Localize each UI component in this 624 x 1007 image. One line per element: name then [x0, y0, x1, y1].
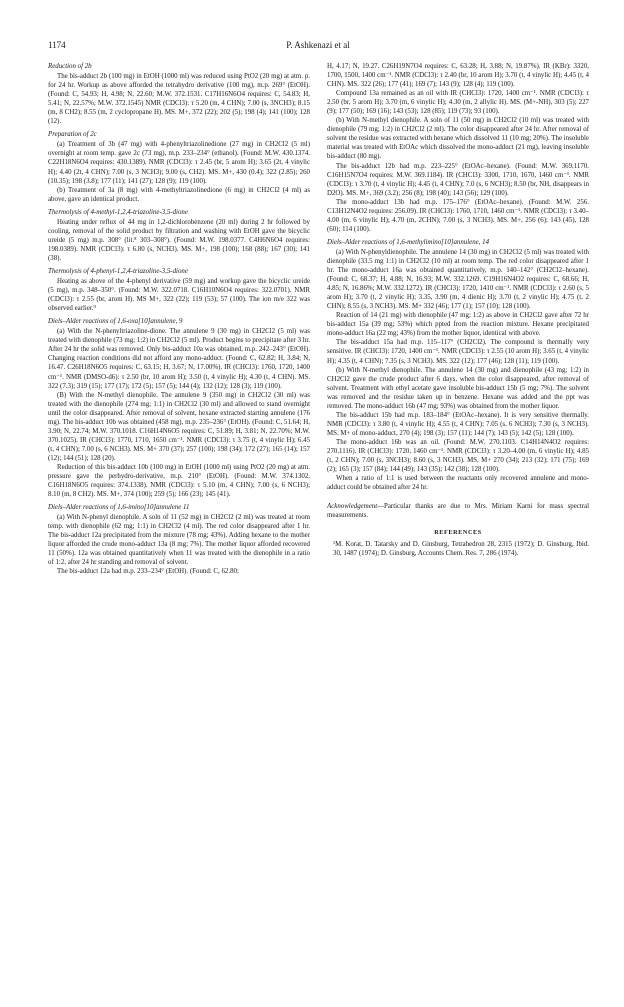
acknowledgement-title: Acknowledgement: [327, 503, 378, 511]
paragraph: (b) With N-methyl dienophile. The annulene 14 (30 mg) and dienophile (43 mg; 1:2) in CH2Cl2 gave the crude product after 6 days, when the color disappeared, after removal of solvent. Treatment with ethyl acetate gave insoluble bis-adduct 15b (5 mg; 7%). The solvent was removed and the residue taken up in benzene. Hexane was added and the ppt was removed. The mono-adduct 16b (47 mg; 93%) was obtained from the mother liquor.: [327, 366, 589, 410]
section-heading: Diels–Alder reactions of 1,6-imino[10]annulene 11: [48, 504, 190, 512]
paragraph: The bis-adduct 15b had m.p. 183–184° (EtOAc–hexane). It is very sensitive thermally. NMR (CDCl3): τ 3.80 (t, 4 vinylic H); 4.55 (t, 4 CHN); 7.05 (s, 6 NCH3); 7.30 (s, 3 NCH3). MS. M+ of mono-adduct, 270 (4); 198 (3); 157 (11); 144 (7); 143 (5); 142 (5); 128 (100).: [327, 411, 589, 437]
paragraph: Reaction of 14 (21 mg) with dienophile (47 mg; 1:2) as above in CH2Cl2 gave after 72 hr bis-adduct 15a (39 mg; 53%) which ppted from the reaction mixture. Hexane precipitated mono-adduct 16a (22 mg; 43%) from the mother liquor, identical with above.: [327, 312, 589, 338]
paragraph: H, 4.17; N, 19.27. C26H19N7O4 requires: C, 63.28; H, 3.88; N, 19.87%). IR (KBr): 3320, 1700, 1500, 1400 cm⁻¹. NMR (CDCl3): τ 2.40 (br, 10 arom H); 3.70 (t, 4 vinylic H); 4.45 (t, 4 CHN). MS. 322 (26); 177 (41); 169 (7); 143 (9); 128 (4); 119 (100).: [327, 63, 589, 89]
paragraph: The mono-adduct 16b was an oil. (Found: M.W. 270.1103. C14H14N4O2 requires: 270.1116). IR (CHCl3): 1720, 1460 cm⁻¹. NMR (CDCl3): τ 3.20–4.00 (m, 6 vinylic H); 4.85 (t, 2 CHN); 7.00 (s, 3NCH3); 8.60 (s, 3 NCH3). MS. M+ 270 (34); 213 (32); 171 (75); 169 (2); 165 (3); 157 (84); 144 (49); 143 (35); 142 (38); 128 (100).: [327, 438, 589, 474]
paragraph: Reduction of this bis-adduct 10b (100 mg) in EtOH (1000 ml) using PtO2 (20 mg) at atm. pressure gave the perhydro-derivative, m.p. 210° (EtOH). (Found: M.W. 374.1302. C16H18N6O5 requires: 374.1338). NMR (CDCl3): τ 5.10 (m, 4 CHN); 7.00 (s, 6 NCH3); 8.10 (m, 8 CH2). MS. M+, 374 (100); 259 (5); 166 (23); 145 (41).: [48, 463, 310, 499]
acknowledgement: [327, 502, 589, 520]
section-heading: Reduction of 2b: [48, 63, 92, 70]
left-column: [48, 62, 310, 992]
paragraph: The bis-adduct 15a had m.p. 115–117° (CH2Cl2). The compound is thermally very sensitive. IR (CHCl3): 1720, 1400 cm⁻¹. NMR (CDCl3): τ 2.55 (10 arom H); 3.65 (t, 4 vinylic H); 4.35 (t, 4 CHN); 7.35 (s, 3 NCH3). MS. 322 (12); 177 (46); 128 (11); 119 (100).: [327, 339, 589, 365]
page-header: [48, 38, 588, 52]
paragraph: (b) Treatment of 3a (8 mg) with 4-methyltriazolinedione (6 mg) in CH2Cl2 (4 ml) as above, gave an identical product.: [48, 186, 310, 203]
acknowledgement-text: —Particular thanks are due to Mrs. Miriam Karni for mass spectral measurements.: [327, 503, 589, 520]
paragraph: When a ratio of 1:1 is used between the reactants only recovered annulene and mono-adduct could be obtained after 24 hr.: [327, 475, 589, 492]
paragraph: (B) With the N-methyl dienophile. The annulene 9 (350 mg) in CH2Cl2 (30 ml) was treated with the dienophile (274 mg; 1:1) in CH2Cl2 (30 ml) and allowed to stand overnight until the color disappeared. After removal of solvent, hexane extracted starting annulene (176 mg). The bis-adduct 10b was obtained (458 mg), m.p. 235–236° (EtOH). (Found: C, 51.64; H, 3.90; N, 22.74; M.W. 370.1018. C16H14N6O5 requires: C, 51.89; H, 3.81; N, 22.70%; M.W. 370.1025). IR (CHCl3): 1770, 1710, 1650 cm⁻¹. NMR (CDCl3): τ 3.75 (t, 4 vinylic H); 6.45 (t, 4 CHN); 7.00 (s, 6 NCH3). MS. M+ 370 (37); 257 (100); 198 (34); 172 (27); 165 (14); 157 (12); 144 (51); 128 (20).: [48, 391, 310, 462]
paragraph: The bis-adduct 12a had m.p. 233–234° (EtOH). (Found: C, 62.80;: [57, 568, 239, 576]
references-list: [327, 540, 589, 558]
paragraph: (b) With N-methyl dienophile. A soln of 11 (50 mg) in CH2Cl2 (10 ml) was treated with dienophile (79 mg; 1:2) in CH2Cl2 (2 ml). The color disappeared after 24 hr. After removal of solvent the residue was extracted with hexane which dissolved 11 (10 mg; 20%). The insoluble material was treated with EtOAc which dissolved the mono-adduct (21 mg), leaving insoluble bis-adduct (80 mg).: [327, 117, 589, 161]
paragraph: The bis-adduct 12b had m.p. 223–225° (EtOAc–hexane). (Found: M.W. 369.1170. C16H15N7O4 requires: M.W. 369.1184). IR (CHCl3): 3300, 1710, 1670, 1460 cm⁻¹. NMR (CDCl3): τ 3.70 (t, 4 vinylic H); 4.45 (t, 4 CHN); 7.0 (s, 6 NCH3); 8.50 (br, NH, disappears in D2O). MS. M+, 369 (3.2); 256 (8); 198 (40); 143 (56); 129 (100).: [327, 162, 589, 197]
page-number: 1174: [48, 40, 66, 50]
paragraph: The bis-adduct 2b (100 mg) in EtOH (1000 ml) was reduced using PtO2 (20 mg) at atm. p. for 24 hr. Workup as above afforded the tetrahydro derivative (100 mg), m.p. 269° (EtOH). (Found: C, 54.93; H, 4.98; N, 22.60; M.W. 372.1531. C17H16N6O4 requires: C, 54.83; H, 5.41; N, 22.57%; M.W. 372.1545) NMR (CDCl3): τ 5.20 (m, 4 CHN); 7.00 (s, 3NCH3); 8.15 (m, 8 CH2); 8.55 (m, 2 cyclopropane H). MS. M+, 372 (22); 202 (5); 198 (4); 141 (100); 128 (12).: [48, 73, 310, 126]
paragraph: Heating as above of the 4-phenyl derivative (59 mg) and workup gave the bicyclic ureide (5 mg), m.p. 348–350°. (Found: M.W. 322.0718. C16H10N6O4 requires: 322.0701). NMR (CDCl3): τ 2.55 (br, arom H). MS M+, 322 (22); 119 (53); 57 (100). The ion m/e 322 was observed earlier.⁹: [48, 278, 310, 313]
section-heading: Thermolysis of 4-phenyl-1,2,4-triazoline-3,5-dione: [48, 267, 188, 275]
section-heading: Preparation of 2c: [48, 131, 97, 139]
paragraph: (a) With the N-phenyltriazoline-dione. The annulene 9 (30 mg) in CH2Cl2 (5 ml) was treated with dienophile (73 mg; 1:2) in CH2Cl2 (5 ml). Product begins to precipitate after 3 hr. After 24 hr the solid was removed. Only bis-adduct 10a was obtained, m.p. 242–243° (EtOH). Changing reaction conditions did not afford any mono-adduct. (Found: C, 62.82; H, 3.84; N, 16.47. C26H18N6O5 requires: C, 63.15; H, 3.67; N, 17.00%). IR (CHCl3): 1760, 1720, 1400 cm⁻¹. NMR (DMSO-d6): τ 2.50 (br, 10 arom H); 3.50 (t, 4 vinylic H); 4.30 (t, 4 CHN). MS. 322 (7.3); 319 (15); 177 (17); 172 (5); 157 (5); 144 (4); 132 (12); 128 (3); 119 (100).: [48, 328, 310, 390]
running-head: P. Ashkenazi et al: [286, 40, 350, 50]
paragraph: (a) With N-phenyl dienophile. A soln of 11 (52 mg) in CH2Cl2 (2 ml) was treated at room temp. with dienophile (62 mg; 1:1) in CH2Cl2 (4 ml). The red color disappeared after 1 hr. The bis-adduct 12a precipitated from the mixture (78 mg; 43%). Adding hexane to the mother liquor afforded the crude mono-adduct 13a (8 mg; 7%). The mother liquor afforded recovered 11 (50%). 12a was obtained quantitatively when 11 was treated with the dienophile in a ratio of 1:2, after 24 hr standing and removal of solvent.: [48, 514, 310, 567]
section-heading: Diels–Alder reactions of 1,6-methylimino[10]annulene, 14: [327, 238, 490, 246]
paragraph: Heating under reflux of 44 mg in 1,2-dichlorobenzene (20 ml) during 2 hr followed by cooling, removal of the solid product by filtration and washing with EtOH gave the bicyclic ureide (5 mg) m.p. 308° (lit.⁸ 303–308°). (Found: M.W. 198.0377. C4H6N6O4 requires: 198.0389). NMR (CDCl3): τ 6.80 (s, NCH3). MS. M+, 198 (100); 168 (88); 167 (30); 141 (38).: [48, 218, 310, 262]
reference-item: ¹M. Korat, D. Tatarsky and D. Ginsburg, Tetrahedron 28, 2315 (1972); D. Ginsburg, Ibid. 30, 1487 (1974); D. Ginsburg, Accounts Chem. Res. 7, 286 (1974).: [333, 541, 589, 558]
section-heading: Thermolysis of 4-methyl-1,2,4-triazoline-3,5-dione: [48, 208, 188, 216]
paragraph: (a) Treatment of 3b (47 mg) with 4-phenyltriazolinedione (27 mg) in CH2Cl2 (5 ml) overnight at room temp. gave 2c (73 mg), m.p. 233–234° (ethanol). (Found: M.W. 430.1374. C22H18N6O4 requires: 430.1389). NMR (CDCl3): τ 2.45 (br, 5 arom H); 3.65 (2t, 4 vinylic H); 4.40 (2t, 4 CHN); 7.00 (s, 3 NCH3); 9.00 (s, CH2). MS. M+, 430 (0.4); 322 (2.85); 260 (10.35); 198 (3.8); 177 (11); 141 (27); 128 (9); 119 (100).: [48, 141, 310, 185]
paragraph: Compound 13a remained as an oil with IR (CHCl3): 1720, 1400 cm⁻¹. NMR (CDCl3): τ 2.50 (br, 5 arom H); 3.70 (m, 6 vinylic H); 4.30 (m, 2 allylic H). MS. (M+-NH), 303 (5); 227 (9); 177 (50); 169 (16); 143 (53); 128 (85); 119 (73); 93 (100).: [327, 90, 589, 116]
references-title: REFERENCES: [434, 529, 482, 537]
right-column-body: [327, 62, 589, 492]
section-heading: Diels–Alder reactions of 1,6-oxa[10]annulene, 9: [48, 318, 183, 326]
right-column: [327, 62, 589, 992]
paragraph: The mono-adduct 13b had m.p. 175–176° (EtOAc–hexane). (Found: M.W. 256. C13H12N4O2 requires: 256.09). IR (CHCl3): 1760, 1710, 1460 cm⁻¹. NMR (CDCl3): τ 3.40–4.00 (m, 6 vinylic H); 4.70 (m, 2CHN); 7.00 (s, 3 NCH3). MS. M+, 256 (6); 143 (45), 128 (60); 114 (100).: [327, 198, 589, 233]
paragraph: (a) With N-phenyldienophile. The annulene 14 (30 mg) in CH2Cl2 (5 ml) was treated with dienophile (33.5 mg 1:1) in CH2Cl2 (10 ml) at room temp. The red color disappeared after 1 hr. The mono-adduct 16a was obtained quantitatively, m.p. 140–142° (CH2Cl2–hexane). (Found: C, 68.37; H, 4.88; N, 16.93; M.W. 332.1269. C19H16N4O2 requires: C, 68.66; H, 4.85; N, 16.86%; M.W. 332.1272). IR (CHCl3): 1720, 1410 cm⁻¹. NMR (CDCl3): τ 2.60 (s, 5 arom H); 3.70 (t, 2 vinylic H); 3.35, 3.90 (m, 4 dienic H); 3.70 (t, 2 vinylic H); 4.75 (t, 2 CHN); 8.55 (s, 3 NCH3). MS. M+ 332 (46); 177 (1); 157 (10); 128 (100).: [327, 248, 589, 311]
